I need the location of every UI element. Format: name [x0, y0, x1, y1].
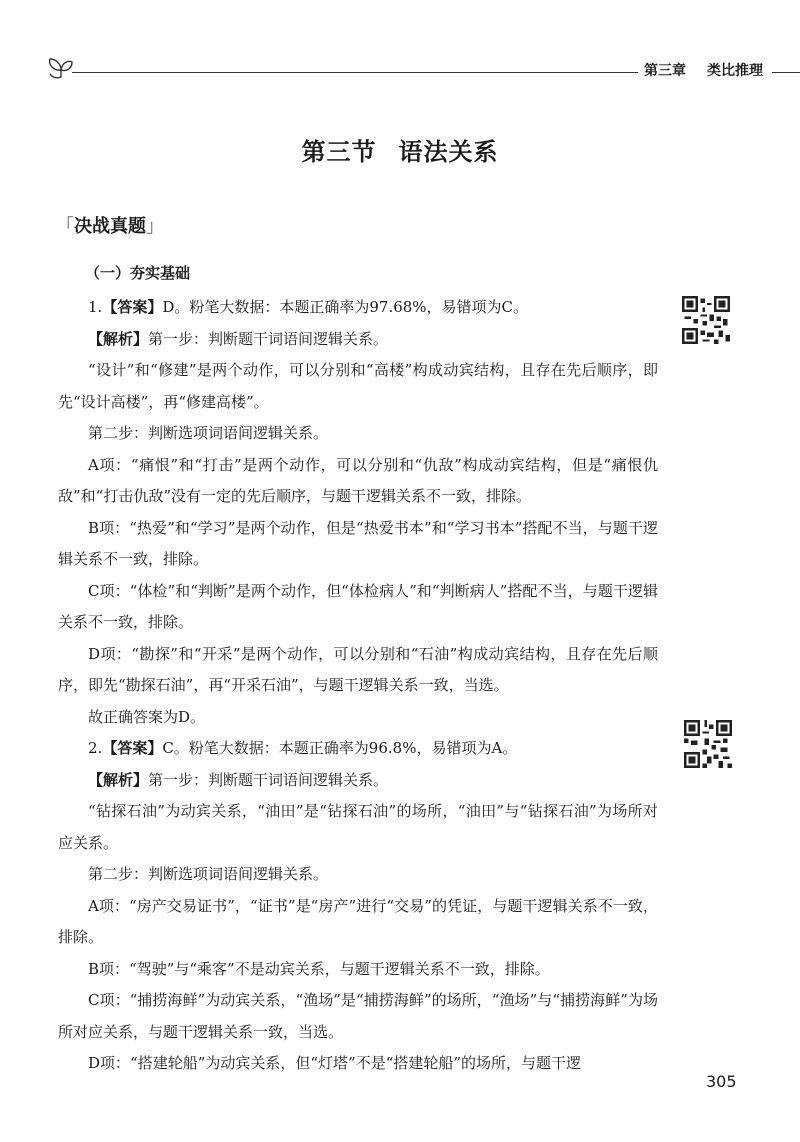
q2-step-two: 第二步：判断选项词语间逻辑关系。: [88, 865, 329, 883]
header-rule-left: [72, 72, 638, 73]
q1-option-a: A项：“痛恨”和“打击”是两个动作，可以分别和“仇敌”构成动宾结构，但是“痛恨仇敌”和“打击仇敌”没有一定的先后顺序，与题干逻辑关系不一致，排除。: [58, 455, 658, 505]
q2-answer-text: C。粉笔大数据：本题正确率为96.8%，易错项为A。: [162, 739, 518, 757]
sprout-icon: [44, 50, 78, 84]
q2-paragraph: “钻探石油”为动宾关系，“油田”是“钻探石油”的场所，“油田”与“钻探石油”为场所对应关系。: [58, 802, 658, 852]
analysis-tag: 【解析】: [88, 329, 149, 348]
section-name: 语法关系: [398, 138, 499, 166]
q1-answer-line: 1.【答案】D。粉笔大数据：本题正确率为97.68%，易错项为C。: [88, 298, 529, 316]
block-heading: [56, 212, 164, 238]
q2-option-b: B项：“驾驶”与“乘客”不是动宾关系，与题干逻辑关系不一致，排除。: [88, 959, 550, 978]
q1-step-two: 第二步：判断选项词语间逻辑关系。: [88, 424, 329, 442]
page-number: 305: [706, 1072, 737, 1091]
q2-option-a: A项：“房产交易证书”，“证书”是“房产”进行“交易”的凭证，与题干逻辑关系不一致，排除。: [58, 896, 658, 946]
header-title: 类比推理: [707, 63, 763, 79]
q2-answer-line: 2.【答案】C。粉笔大数据：本题正确率为96.8%，易错项为A。: [88, 739, 518, 757]
q1-analysis-text: 第一步：判断题干词语间逻辑关系。: [148, 329, 389, 348]
answer-tag: 【答案】: [102, 739, 163, 757]
subsection-heading: （一）夯实基础: [85, 264, 191, 282]
section-number: 第三节: [301, 138, 377, 166]
qr-code-icon[interactable]: [684, 720, 732, 768]
q1-conclusion: 故正确答案为D。: [88, 707, 206, 726]
header-chapter: 第三章: [644, 63, 686, 79]
q2-option-d: D项：“搭建轮船”为动宾关系，但“灯塔”不是“搭建轮船”的场所，与题干逻: [88, 1054, 582, 1072]
q1-paragraph: “设计”和“修建”是两个动作，可以分别和“高楼”构成动宾结构，且存在先后顺序，即先“设计高楼”，再“修建高楼”。: [58, 361, 658, 411]
q1-answer-text: D。粉笔大数据：本题正确率为97.68%，易错项为C。: [162, 298, 529, 316]
q2-option-c: C项：“捕捞海鲜”为动宾关系，“渔场”是“捕捞海鲜”的场所，“渔场”与“捕捞海鲜”为场所对应关系，与题干逻辑关系一致，当选。: [58, 991, 658, 1041]
block-heading-text: 决战真题: [74, 216, 146, 237]
page-header: [44, 50, 800, 90]
q1-option-b: B项：“热爱”和“学习”是两个动作，但是“热爱书本”和“学习书本”搭配不当，与题干逻辑关系不一致，排除。: [58, 518, 658, 568]
q2-analysis-text: 第一步：判断题干词语间逻辑关系。: [148, 770, 389, 789]
q2-analysis-line: [58, 765, 658, 797]
section-title: [0, 132, 800, 167]
q1-option-c: C项：“体检”和“判断”是两个动作，但“体检病人”和“判断病人”搭配不当，与题干逻辑关系不一致，排除。: [58, 581, 658, 631]
open-bracket: 「: [56, 216, 74, 237]
close-bracket: 」: [146, 216, 164, 237]
answer-content: [58, 292, 658, 1080]
qr-code-icon[interactable]: [682, 296, 730, 344]
header-rule-right: [772, 72, 800, 73]
q1-analysis-line: [58, 324, 658, 356]
q1-option-d: D项：“勘探”和“开采”是两个动作，可以分别和“石油”构成动宾结构，且存在先后顺序，即先“勘探石油”，再“开采石油”，与题干逻辑关系一致，当选。: [58, 644, 658, 694]
answer-tag: 【答案】: [102, 298, 163, 316]
analysis-tag: 【解析】: [88, 770, 149, 789]
